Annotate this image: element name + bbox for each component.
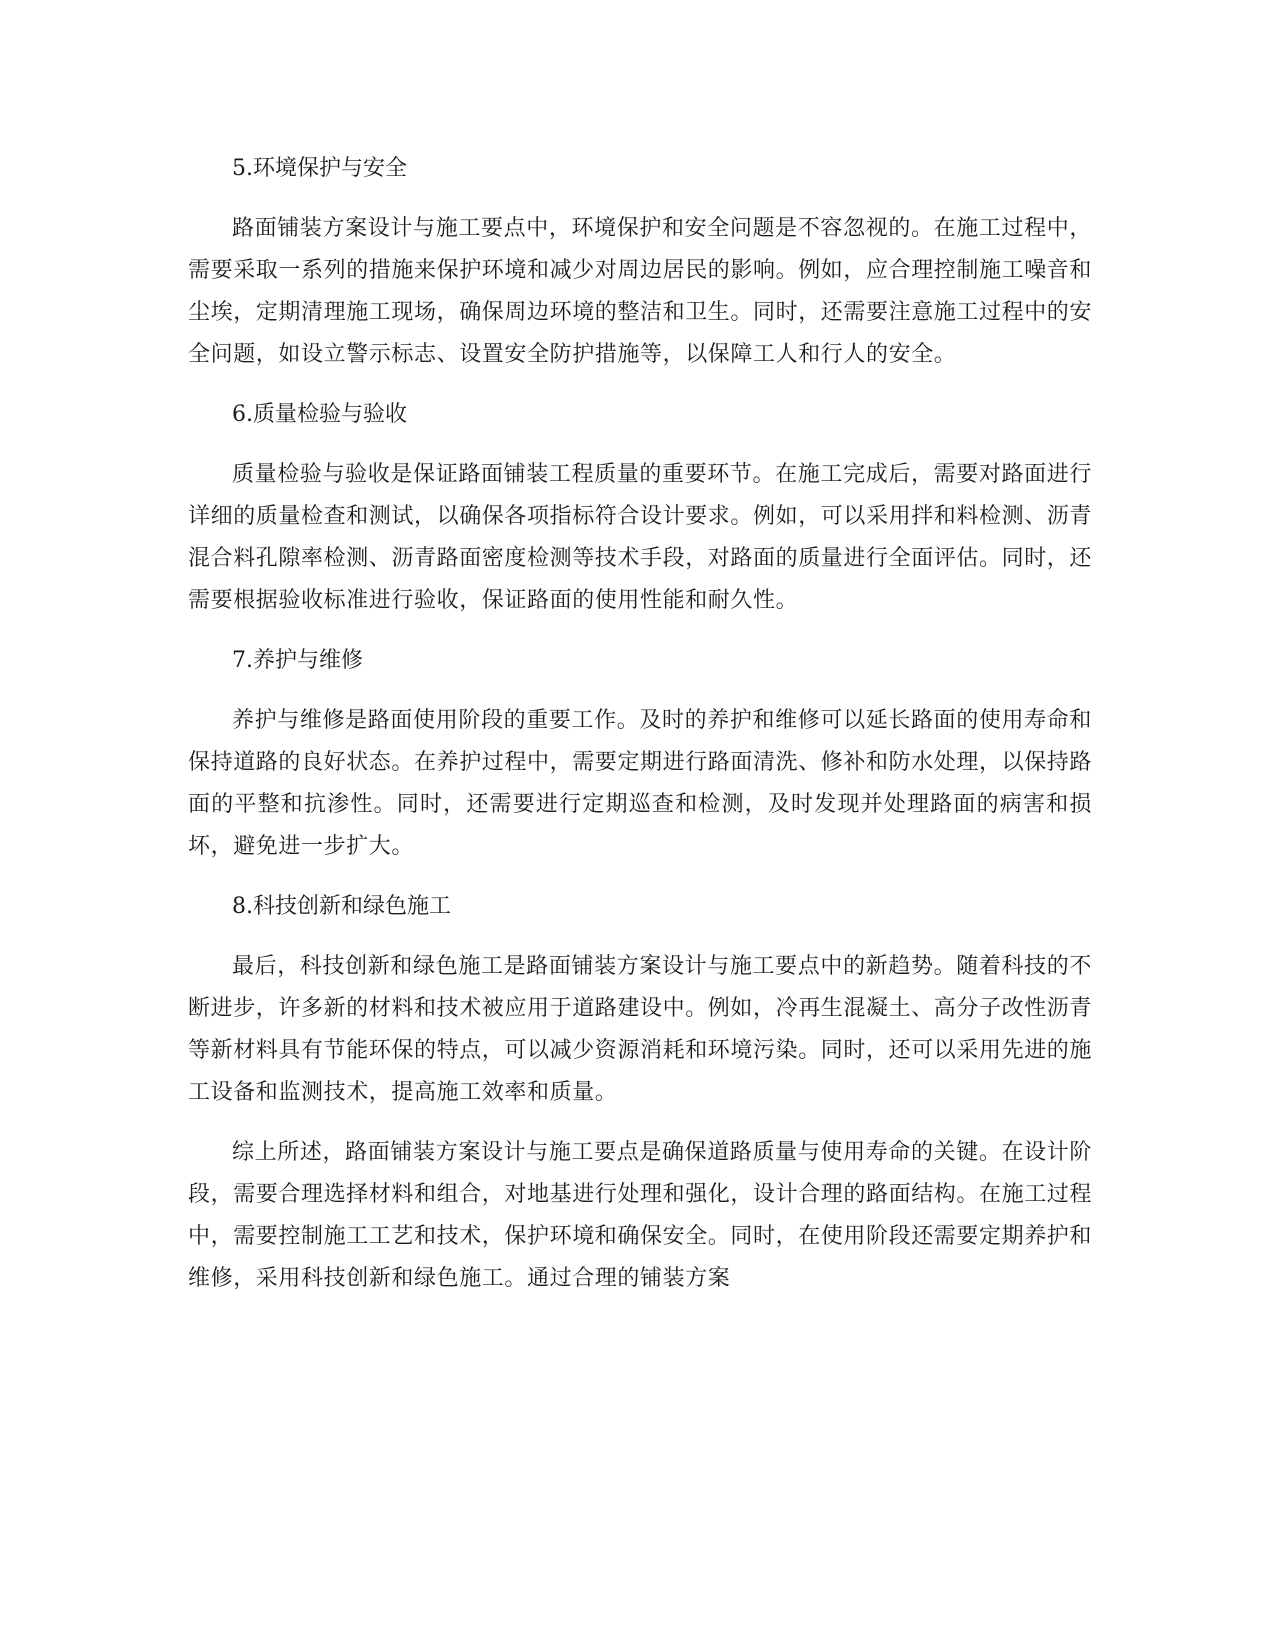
section-paragraph-innovation: 最后，科技创新和绿色施工是路面铺装方案设计与施工要点中的新趋势。随着科技的不断进步，许多新的材料和技术被应用于道路建设中。例如，冷再生混凝土、高分子改性沥青等新材料具有节能环保的特点，可以减少资源消耗和环境污染。同时，还可以采用先进的施工设备和监测技术，提高施工效率和质量。 [188,954,1093,1105]
section-heading-environment: 5.环境保护与安全 [232,156,407,181]
section-heading-innovation: 8.科技创新和绿色施工 [232,894,451,919]
section-paragraph-quality: 质量检验与验收是保证路面铺装工程质量的重要环节。在施工完成后，需要对路面进行详细的质量检查和测试，以确保各项指标符合设计要求。例如，可以采用拌和料检测、沥青混合料孔隙率检测、沥青路面密度检测等技术手段，对路面的质量进行全面评估。同时，还需要根据验收标准进行验收，保证路面的使用性能和耐久性。 [188,462,1093,613]
section-heading-quality: 6.质量检验与验收 [232,402,407,427]
section-paragraph-maintenance: 养护与维修是路面使用阶段的重要工作。及时的养护和维修可以延长路面的使用寿命和保持道路的良好状态。在养护过程中，需要定期进行路面清洗、修补和防水处理，以保持路面的平整和抗渗性。同时，还需要进行定期巡查和检测，及时发现并处理路面的病害和损坏，避免进一步扩大。 [188,708,1093,859]
section-heading-maintenance: 7.养护与维修 [232,648,363,673]
conclusion-paragraph: 综上所述，路面铺装方案设计与施工要点是确保道路质量与使用寿命的关键。在设计阶段，需要合理选择材料和组合，对地基进行处理和强化，设计合理的路面结构。在施工过程中，需要控制施工工艺和技术，保护环境和确保安全。同时，在使用阶段还需要定期养护和维修，采用科技创新和绿色施工。通过合理的铺装方案 [188,1140,1093,1291]
section-paragraph-environment: 路面铺装方案设计与施工要点中，环境保护和安全问题是不容忽视的。在施工过程中，需要采取一系列的措施来保护环境和减少对周边居民的影响。例如，应合理控制施工噪音和尘埃，定期清理施工现场，确保周边环境的整洁和卫生。同时，还需要注意施工过程中的安全问题，如设立警示标志、设置安全防护措施等，以保障工人和行人的安全。 [188,216,1093,367]
document-body [188,148,1092,1318]
